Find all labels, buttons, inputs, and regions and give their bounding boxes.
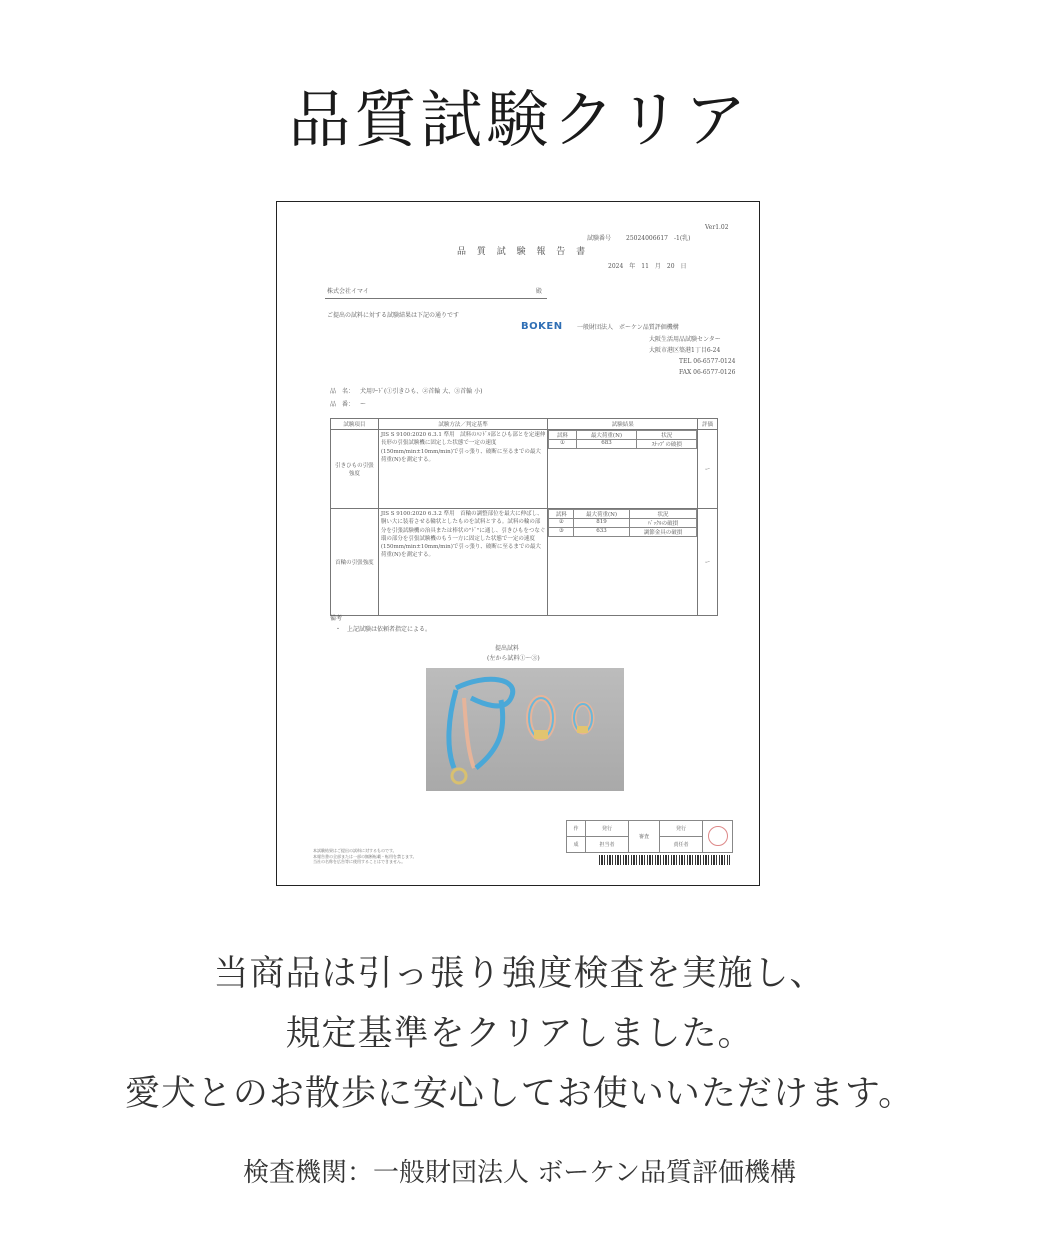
footer-note: 当社の名称を広告等に使用することはできません。 (313, 859, 406, 865)
result-load: 683 (576, 440, 637, 449)
test-method: JIS S 9100:2020 6.3.1 準用 試料のﾊﾝﾄﾞﾙ部とひも部とを定速伸長形の引張試験機に固定した状態で一定の速度(150mm/min±10mm/min)で引っ張り、破断に至るまでの最大荷重(N)を測定する。 (378, 430, 548, 509)
result-sample: ② (549, 519, 574, 528)
result-load: 633 (574, 528, 630, 537)
report-addressee-suffix: 殿 (536, 288, 543, 295)
result-sample: ① (549, 440, 576, 449)
report-org-tel: TEL 06-6577-0124 (679, 358, 736, 365)
leash-and-collars-image (426, 668, 624, 791)
barcode-icon (599, 855, 730, 865)
stamp-cell: 成 (567, 837, 586, 853)
report-org-name: 一般財団法人 ボーケン品質評価機構 (577, 324, 679, 331)
report-test-no: 25024006617 -1(乳) (626, 235, 691, 242)
test-report-document (276, 201, 760, 886)
report-org-center: 大阪生活用品試験センター (649, 336, 721, 343)
result-header: 最大荷重(N) (574, 510, 630, 519)
report-product-no-label: 品 番： (330, 401, 355, 408)
stamp-cell: 担当者 (586, 837, 629, 853)
report-title: 品 質 試 験 報 告 書 (457, 247, 590, 257)
result-subtable (548, 430, 697, 449)
result-header: 試料 (549, 510, 574, 519)
report-remarks: ・ 上記試験は依頼者指定による。 (335, 626, 432, 633)
stamp-cell: 発行 (660, 821, 703, 837)
result-status: ﾊﾞｯｸﾙの破損 (629, 519, 696, 528)
report-product-no: ー (360, 401, 367, 408)
report-org-address: 大阪市港区築港1丁目6-24 (649, 347, 721, 354)
footer-note: 本報告書の全部または一部の無断転載・転用を禁じます。 (313, 853, 417, 859)
test-item: 首輪の引張強度 (331, 509, 379, 616)
message-line-1: 当商品は引っ張り強度検査を実施し、 (213, 954, 826, 994)
inspection-organization: 検査機関：一般財団法人 ボーケン品質評価機構 (243, 1158, 796, 1188)
result-load: 819 (574, 519, 630, 528)
page-headline: 品質試験クリア (288, 83, 751, 156)
result-status: 調節金具の破損 (629, 528, 696, 537)
stamp-cell: 責任者 (660, 837, 703, 853)
boken-logo: BOKEN (521, 321, 563, 332)
report-remarks-label: 備考 (330, 615, 343, 622)
table-header: 試験項目 (331, 419, 379, 430)
report-test-no-label: 試験番号 (587, 235, 612, 242)
test-evaluation: ー (698, 509, 718, 616)
message-line-3: 愛犬とのお散歩に安心してお使いいただけます。 (124, 1074, 915, 1114)
report-org-fax: FAX 06-6577-0126 (679, 369, 736, 376)
stamp-cell: 作 (567, 821, 586, 837)
table-header: 評価 (698, 419, 718, 430)
report-version: Ver1.02 (705, 224, 729, 231)
table-row (331, 509, 718, 616)
test-item: 引きひもの引張強度 (331, 430, 379, 509)
seal-stamp-icon (708, 826, 728, 846)
table-header: 試験方法／判定基準 (378, 419, 548, 430)
message-line-2: 規定基準をクリアしました。 (285, 1014, 754, 1054)
test-evaluation: ー (698, 430, 718, 509)
report-addressee: 株式会社イマイ (327, 288, 369, 295)
stamp-cell: 発行 (586, 821, 629, 837)
report-date: 2024 年 11 月 20 日 (608, 263, 687, 270)
result-header: 試料 (549, 431, 576, 440)
result-header: 最大荷重(N) (576, 431, 637, 440)
test-results-table (330, 418, 718, 616)
footer-note: 本試験結果はご提出の試料に対するものです。 (313, 848, 397, 853)
report-product-label: 品 名： (330, 388, 355, 395)
result-subtable (548, 509, 697, 537)
table-row (331, 430, 718, 509)
result-status: ｽﾅｯﾌﾟの破損 (637, 440, 697, 449)
report-intro: ご提出の試料に対する試験結果は下記の通りです (327, 312, 460, 319)
sample-photo (426, 668, 624, 791)
photo-caption-sub: (左から試料①～③) (487, 655, 540, 662)
result-header: 状況 (637, 431, 697, 440)
test-method: JIS S 9100:2020 6.3.2 準用 首輪の調整部位を最大に伸ばし、胴い大に装着させる輪状としたものを試料とする。試料の輪の部分を引張試験機の治具または棒状の"ﾄﾞ"に通し、引きひもをつなぐ環の部分を引張試験機のもう一方に固定した状態で一定の速度(150mm/min±10mm/min)で引っ張り、破断に至るまでの最大荷重(N)を測定する。 (378, 509, 548, 616)
result-sample: ③ (549, 528, 574, 537)
table-header: 試験結果 (548, 419, 698, 430)
stamp-cell: 審査 (629, 821, 660, 853)
report-product-name: 犬用ﾘｰﾄﾞ(①引きひも、②首輪 大、③首輪 小) (360, 388, 483, 395)
photo-caption: 提出試料 (495, 645, 520, 652)
result-header: 状況 (629, 510, 696, 519)
